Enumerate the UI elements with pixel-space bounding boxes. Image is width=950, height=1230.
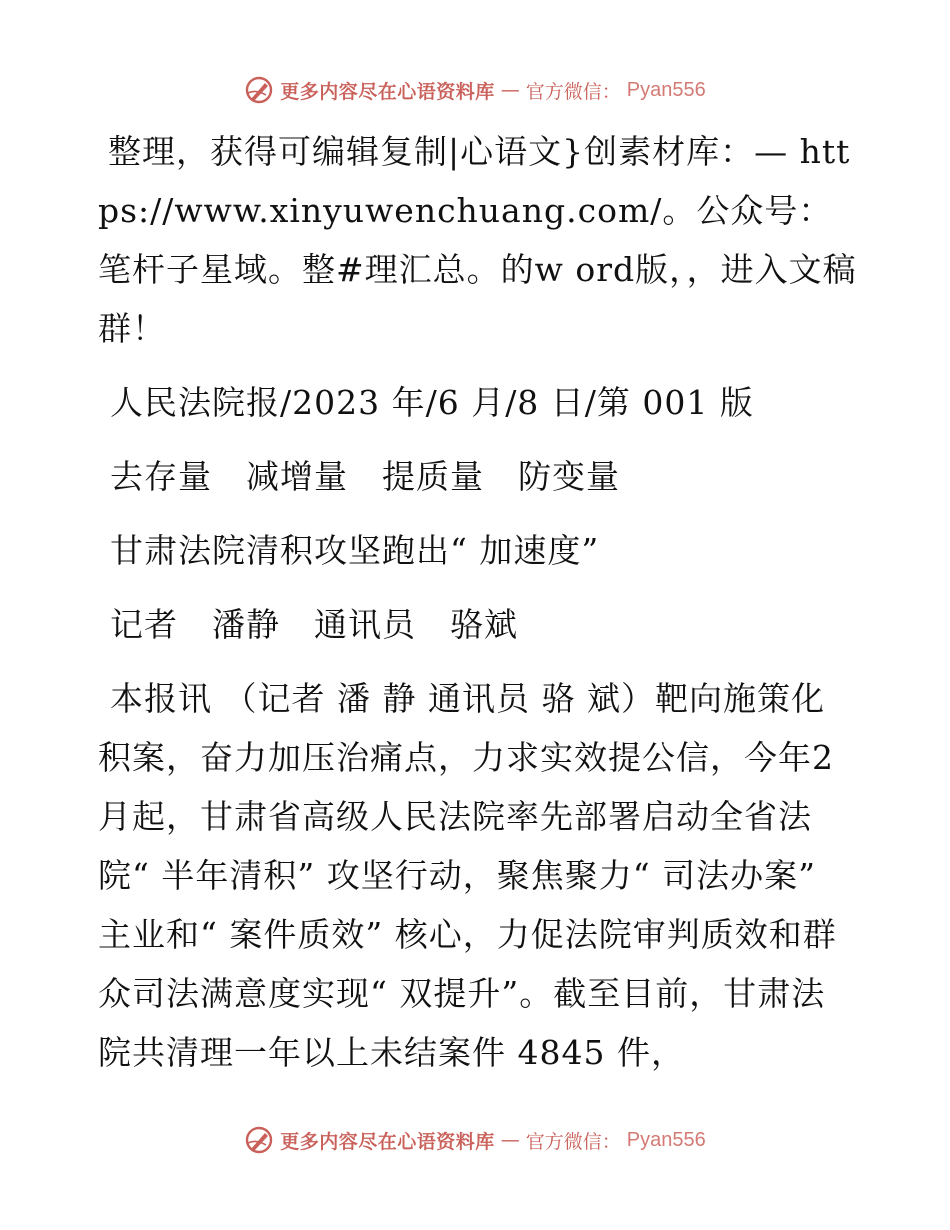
document-body <box>98 122 858 1082</box>
footer-separator: — <box>500 1129 520 1151</box>
footer-banner-content <box>244 1125 706 1155</box>
banner-slogan: 更多内容尽在心语资料库 <box>280 80 495 103</box>
banner-wechat-id: Pyan556 <box>626 78 706 101</box>
article-body: 本报讯 （记者 潘 静 通讯员 骆 斌）靶向施策化积案，奋力加压治痛点，力求实效提公信，今年2 月起，甘肃省高级人民法院率先部署启动全省法院“ 半年清积” 攻坚行动，聚焦聚力“ 司法办案” 主业和“ 案件质效” 核心，力促法院审判质效和群众司法满意度实现“ 双提升”。截至目前，甘肃法院共清理一年以上未结案件 4845 件， <box>98 679 837 1072</box>
byline: 记者 潘静 通讯员 骆斌 <box>110 605 518 644</box>
intro-paragraph: 整理，获得可编辑复制|心语文}创素材库：— https://www.xinyuwenchuang.com/。公众号：笔杆子星域。整#理汇总。的w ord版，，进入文稿群！ <box>98 132 857 348</box>
header-banner <box>0 70 950 110</box>
footer-banner <box>0 1120 950 1160</box>
banner-content <box>244 75 706 105</box>
dateline: 人民法院报/2023 年/6 月/8 日/第 001 版 <box>110 383 754 422</box>
article-headline: 甘肃法院清积攻坚跑出“ 加速度” <box>110 531 600 570</box>
article-subtitle: 去存量 减增量 提质量 防变量 <box>110 457 620 496</box>
footer-wechat-id: Pyan556 <box>626 1128 706 1151</box>
pen-logo-icon <box>244 1125 274 1155</box>
pen-logo-icon <box>244 75 274 105</box>
banner-wechat-label: 官方微信： <box>525 80 621 103</box>
footer-slogan: 更多内容尽在心语资料库 <box>280 1130 495 1153</box>
footer-wechat-label: 官方微信： <box>525 1130 621 1153</box>
banner-separator: — <box>500 79 520 101</box>
